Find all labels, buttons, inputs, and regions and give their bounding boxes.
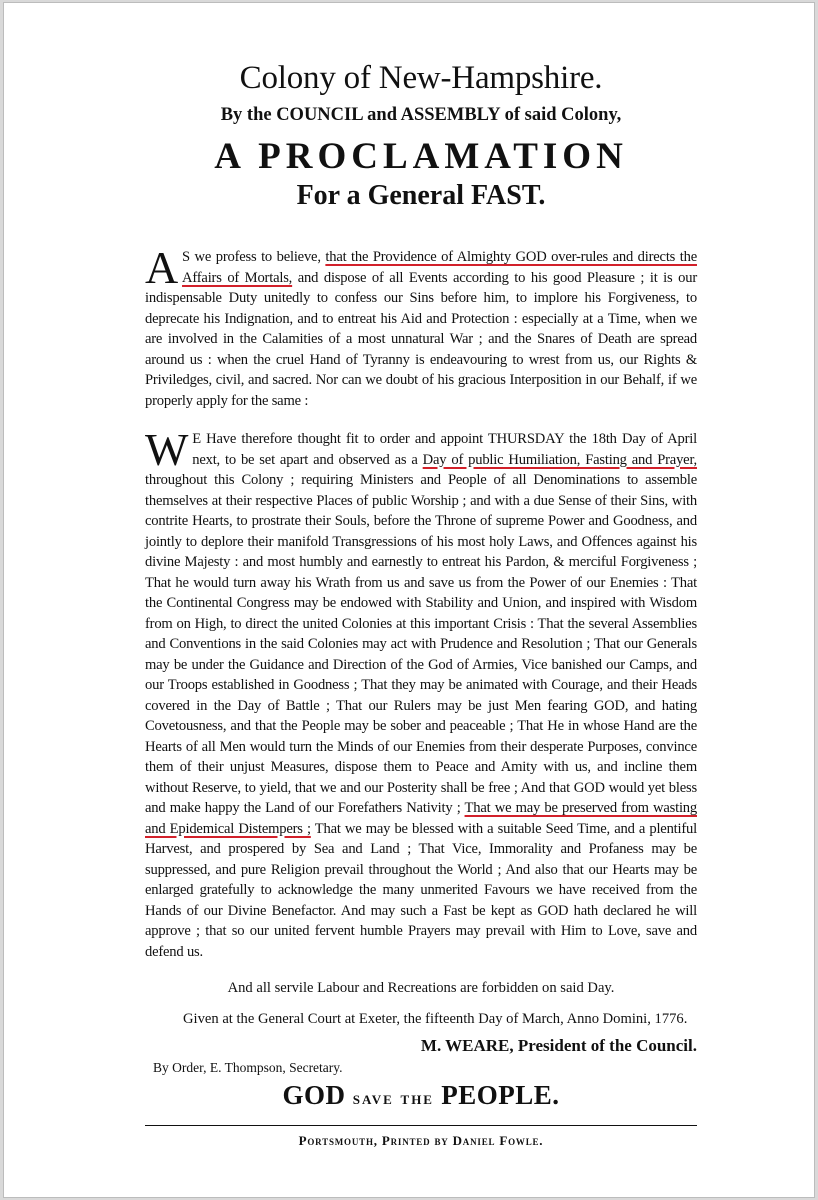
save-the-words: save the — [352, 1088, 434, 1109]
document-body — [145, 33, 697, 1150]
preamble-paragraph — [145, 242, 697, 411]
fast-heading: For a General FAST. — [296, 180, 546, 211]
decree-text-b: throughout this Colony ; requiring Ministers and People of all Denominations to assemble themselves at their respective Places of public Worship ; and with a due Sense of their Sins, with contrite Hearts, to prostrate their Souls, before the Throne of supreme Power and Goodness, and jointly to deplore their manifold Transgressions of his most holy Laws, and Offences against his divine Majesty : and most humbly and earnestly to entreat his Pardon, & merciful Forgiveness ; That he would turn away his Wrath from us and save us from the Power of our Enemies : That the Continental Congress may be endowed with Stability and Union, and inspired with Wisdom from on High, to direct the united Colonies at this important Crisis : That the several Assemblies and Conventions in the said Colonies may act with Prudence and Resolution ; That our Generals may be under the Guidance and Direction of the God of Armies, Vice banished our Camps, and our Troops established in Goodness ; That they may be animated with Courage, and their Heads covered in the Day of Battle ; That our Rulers may be just Men fearing GOD, and hating Covetousness, and that the People may be sober and peaceable ; That He in whose Hand are the Hearts of all Men would turn the Minds of our Enemies from their desperate Purposes, convince them of their unjust Measures, dispose them to Peace and Amity with us, and incline them without Reserve, to yield, that we and our Posterity shall be free ; And that GOD would yet bless and make happy the Land of our Forefathers Nativity ; — [145, 472, 697, 816]
decree-text-a: E Have therefore thought fit to order and appoint THURSDAY the 18th Day of April next, to be set apart and observed as a — [192, 431, 697, 468]
highlight-epidemical-distempers: That we may be preserved from wasting and Epidemical Distempers ; — [145, 800, 697, 837]
decree-text-c: That we may be blessed with a suitable Seed Time, and a plentiful Harvest, and prospered by Sea and Land ; That Vice, Immorality and Profaness may be suppressed, and pure Religion prevail throughout the World ; And also that our Hearts may be enlarged gratefully to acknowledge the many unmerited Favours we have received from the Hands of our Divine Benefactor. And may such a Fast be kept as GOD hath declared he will approve ; that so our united fervent humble Prayers may prevail with Him to Love, save and defend us. — [145, 820, 697, 960]
god-save-the-people — [145, 1079, 697, 1115]
colony-title: Colony of New-Hampshire. — [239, 60, 603, 96]
servile-labour-line: And all servile Labour and Recreations are forbidden on said Day. — [227, 980, 615, 996]
broadside-page — [3, 2, 815, 1198]
preamble-text-b: and dispose of all Events according to his good Pleasure ; it is our indispensable Duty unitedly to confess our Sins before him, to implore his Forgiveness, to deprecate his Indignation, and to entreat his Aid and Protection : especially at a Time, when we are involved in the Calamities of a most unnatural War ; and the Snares of Death are spread around us : when the cruel Hand of Tyranny is endeavouring to wrest from us, our Rights & Priviledges, civil, and sacred. Nor can we doubt of his gracious Interposition in our Behalf, if we properly apply for the same : — [145, 269, 697, 409]
dropcap-w: W — [145, 424, 189, 475]
secretary-line: By Order, E. Thompson, Secretary. — [153, 1060, 343, 1075]
preamble-text-a: S we profess to believe, — [182, 249, 326, 265]
proclamation-heading: A PROCLAMATION — [214, 136, 628, 177]
given-at-line: Given at the General Court at Exeter, the fifteenth Day of March, Anno Domini, 1776. — [183, 1010, 688, 1027]
decree-paragraph — [145, 424, 697, 962]
imprint-divider — [145, 1125, 697, 1126]
dropcap-a: A — [145, 242, 179, 293]
highlight-day-of-humiliation: Day of public Humiliation, Fasting and Prayer, — [422, 451, 697, 468]
council-subtitle: By the COUNCIL and ASSEMBLY of said Colony, — [220, 105, 622, 125]
god-word: GOD — [282, 1080, 353, 1110]
people-word: PEOPLE. — [433, 1080, 560, 1110]
printer-imprint: Portsmouth, Printed by Daniel Fowle. — [298, 1133, 544, 1148]
highlight-providence: that the Providence of Almighty GOD over-rules and directs the Affairs of Mortals, — [182, 249, 697, 286]
president-signature: M. WEARE, President of the Council. — [420, 1036, 697, 1055]
